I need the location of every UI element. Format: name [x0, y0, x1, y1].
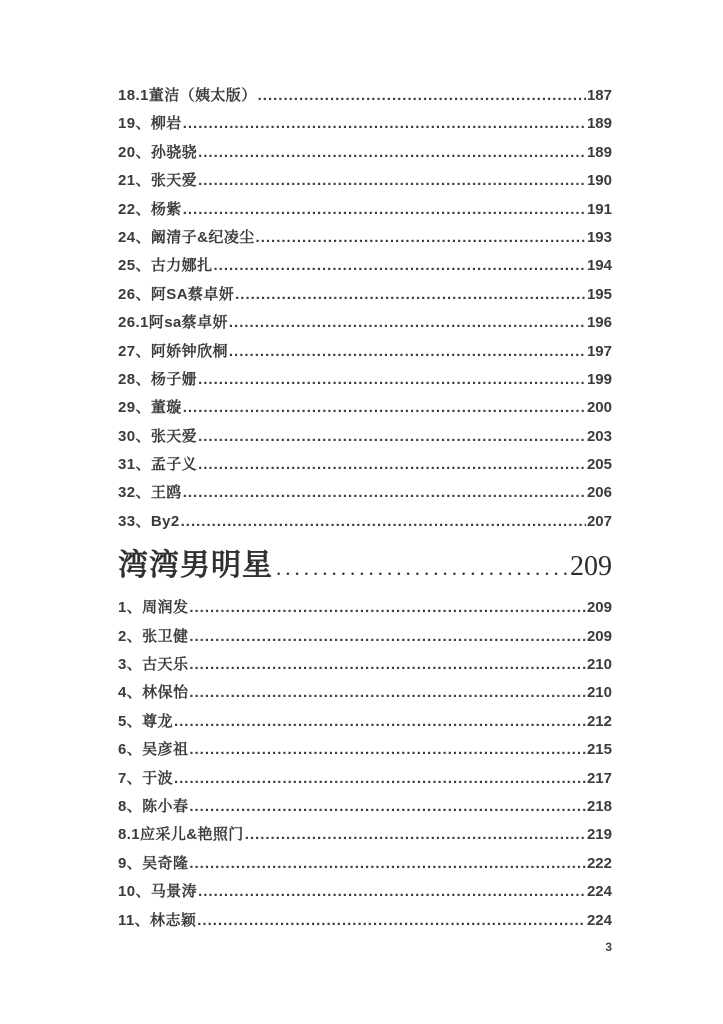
toc-entry [118, 112, 612, 140]
toc-entry [118, 226, 612, 254]
dot-leader [198, 172, 586, 189]
toc-entry-page: 196 [586, 314, 612, 332]
toc-entry-label: 4、林保怡 [118, 684, 189, 702]
toc-entry-label: 29、董璇 [118, 399, 182, 417]
toc-entry-label: 11、林志颖 [118, 911, 197, 929]
toc-entry-page: 197 [586, 342, 612, 360]
dot-leader [229, 314, 586, 331]
toc-section-taiwan-male-stars [118, 596, 612, 937]
dot-leader [181, 513, 586, 530]
toc-entry-label: 28、杨子姗 [118, 370, 198, 388]
dot-leader [189, 628, 586, 645]
toc-entry [118, 625, 612, 653]
toc-entry-page: 193 [586, 228, 612, 246]
toc-entry-page: 210 [586, 656, 612, 674]
toc-entry [118, 283, 612, 311]
toc-entry [118, 823, 612, 851]
dot-leader [245, 826, 586, 843]
toc-entry-page: 191 [586, 200, 612, 218]
toc-entry-label: 20、孙骁骁 [118, 143, 198, 161]
dot-leader [198, 144, 586, 161]
toc-entry-page: 194 [586, 257, 612, 275]
toc-entry-page: 217 [586, 769, 612, 787]
toc-entry-page: 195 [586, 285, 612, 303]
toc-entry [118, 596, 612, 624]
dot-leader [258, 87, 586, 104]
toc-entry [118, 738, 612, 766]
toc-entry [118, 653, 612, 681]
toc-entry-label: 8.1应采儿&艳照门 [118, 826, 244, 844]
dot-leader [198, 371, 586, 388]
toc-entry-label: 26.1阿sa蔡卓妍 [118, 314, 228, 332]
toc-entry-page: 187 [586, 87, 612, 104]
toc-entry [118, 311, 612, 339]
toc-entry-label: 6、吴彦祖 [118, 741, 189, 759]
toc-entry [118, 795, 612, 823]
dot-leader [189, 656, 586, 673]
toc-entry-page: 199 [586, 370, 612, 388]
toc-entry-label: 19、柳岩 [118, 115, 182, 133]
dot-leader [235, 286, 586, 303]
toc-entry-label: 10、马景涛 [118, 883, 198, 901]
toc-entry-label: 24、阚清子&纪凌尘 [118, 228, 255, 246]
toc-entry [118, 198, 612, 226]
toc-entry [118, 425, 612, 453]
toc-entry-page: 200 [586, 399, 612, 417]
toc-entry-page: 207 [586, 512, 612, 530]
toc-section-female-stars [118, 84, 612, 538]
toc-entry-label: 22、杨紫 [118, 200, 182, 218]
toc-entry-page: 212 [586, 712, 612, 730]
dot-leader [229, 343, 586, 360]
toc-entry-label: 1、周润发 [118, 599, 189, 617]
toc-entry [118, 340, 612, 368]
dot-leader [256, 229, 586, 246]
toc-entry [118, 169, 612, 197]
dot-leader [189, 599, 586, 616]
toc-entry-page: 203 [586, 427, 612, 445]
dot-leader [174, 713, 586, 730]
toc-entry [118, 368, 612, 396]
toc-entry-page: 209 [586, 599, 612, 617]
dot-leader [189, 798, 586, 815]
toc-entry-page: 219 [586, 826, 612, 844]
toc-entry [118, 141, 612, 169]
toc-entry-label: 25、古力娜扎 [118, 257, 213, 275]
toc-entry [118, 710, 612, 738]
toc-entry-page: 205 [586, 456, 612, 474]
dot-leader [198, 883, 586, 900]
dot-leader [198, 456, 586, 473]
toc-entry [118, 254, 612, 282]
toc-entry [118, 767, 612, 795]
section-heading-row [118, 540, 612, 583]
toc-entry [118, 880, 612, 908]
toc-entry-label: 26、阿SA蔡卓妍 [118, 285, 235, 303]
toc-entry-page: 209 [586, 627, 612, 645]
toc-entry-label: 8、陈小春 [118, 797, 189, 815]
toc-entry-label: 3、古天乐 [118, 656, 189, 674]
toc-entry-page: 222 [586, 854, 612, 872]
dot-leader [189, 741, 586, 758]
toc-entry [118, 909, 612, 937]
toc-entry-page: 210 [586, 684, 612, 702]
toc-entry-label: 9、吴奇隆 [118, 854, 189, 872]
dot-leader [214, 257, 586, 274]
dot-leader [183, 484, 586, 501]
section-heading-label: 湾湾男明星 [118, 549, 273, 583]
toc-entry-page: 189 [586, 143, 612, 161]
toc-entry-label: 32、王鸥 [118, 484, 182, 502]
section-heading-page: 209 [570, 551, 612, 583]
toc-entry [118, 510, 612, 538]
toc-entry [118, 453, 612, 481]
dot-leader [198, 428, 586, 445]
toc-entry [118, 396, 612, 424]
toc-entry-label: 27、阿娇钟欣桐 [118, 342, 228, 360]
toc-entry [118, 852, 612, 880]
toc-entry [118, 681, 612, 709]
dot-leader [174, 770, 586, 787]
toc-entry-page: 224 [586, 911, 612, 929]
table-of-contents [118, 0, 612, 955]
toc-entry-label: 31、孟子义 [118, 456, 198, 474]
toc-entry-page: 224 [586, 883, 612, 901]
toc-entry-page: 215 [586, 741, 612, 759]
toc-entry-label: 30、张天爱 [118, 427, 198, 445]
dot-leader [197, 912, 586, 929]
toc-entry-label: 18.1董洁（姨太版） [118, 87, 257, 104]
toc-entry-label: 7、于波 [118, 769, 173, 787]
toc-entry-label: 21、张天爱 [118, 172, 198, 190]
dot-leader [189, 855, 586, 872]
dot-leader [189, 684, 586, 701]
toc-entry-page: 206 [586, 484, 612, 502]
page-number: 3 [605, 939, 612, 954]
toc-entry-page: 189 [586, 115, 612, 133]
toc-entry-label: 5、尊龙 [118, 712, 173, 730]
dot-leader [183, 399, 586, 416]
toc-entry-label: 33、By2 [118, 512, 180, 530]
dot-leader [183, 201, 586, 218]
toc-entry [118, 481, 612, 509]
toc-entry-page: 218 [586, 797, 612, 815]
dot-leader [183, 115, 586, 132]
page-footer [118, 939, 612, 955]
toc-entry-label: 2、张卫健 [118, 627, 189, 645]
toc-entry [118, 84, 612, 112]
toc-entry-page: 190 [586, 172, 612, 190]
dot-leader [276, 556, 569, 581]
